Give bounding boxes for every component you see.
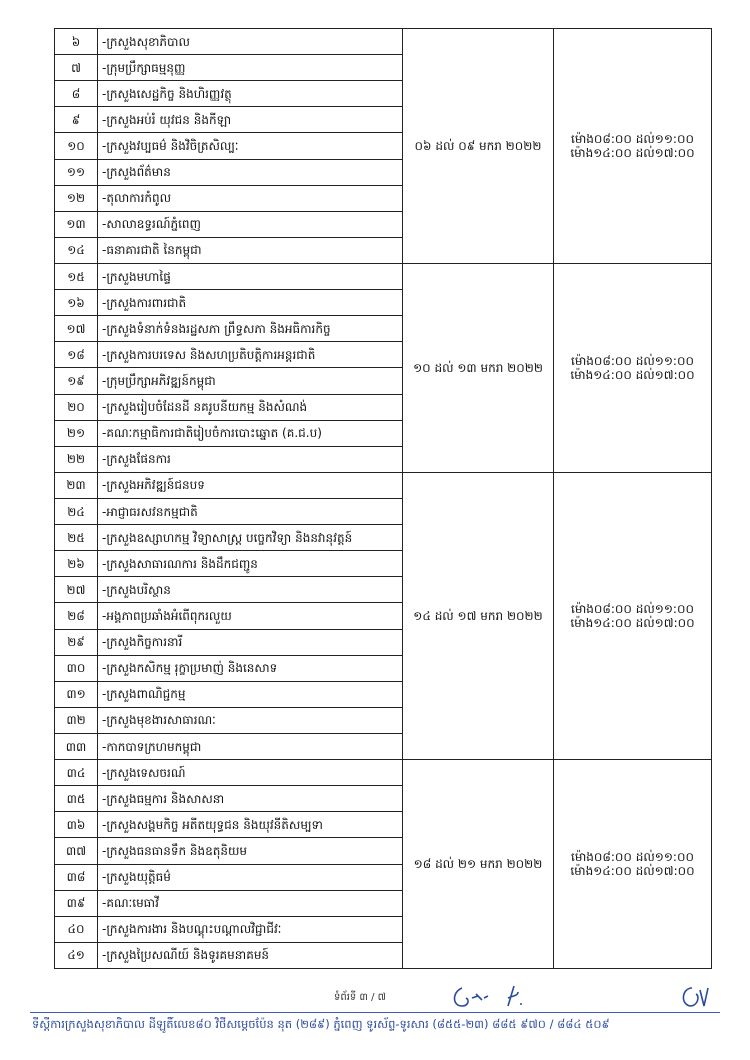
row-number: ២៤ bbox=[55, 498, 98, 524]
row-number: ៣៥ bbox=[55, 786, 98, 812]
time-slots bbox=[554, 472, 712, 759]
institution-name: -ក្រសួងព័ត៌មាន bbox=[98, 159, 403, 185]
table-row bbox=[55, 263, 712, 289]
row-number: ៧ bbox=[55, 55, 98, 81]
institution-name: -ក្រសួងសេដ្ឋកិច្ច និងហិរញ្ញវត្ថុ bbox=[98, 81, 403, 107]
row-number: ២៦ bbox=[55, 551, 98, 577]
institution-name: -គណៈកម្មាធិការជាតិរៀបចំការបោះឆ្នោត (គ.ជ.ប) bbox=[98, 420, 403, 446]
date-range: ០៦ ដល់ ០៩ មករា ២០២២ bbox=[403, 29, 554, 264]
morning-time: ម៉ោង០៨:០០ ដល់១១:០០ bbox=[571, 353, 694, 368]
row-number: ៤១ bbox=[55, 942, 98, 968]
row-number: ៣៨ bbox=[55, 864, 98, 890]
row-number: ២៧ bbox=[55, 577, 98, 603]
institution-name: -ក្រសួងធនធានទឹក និងឧតុនិយម bbox=[98, 838, 403, 864]
row-number: ១២ bbox=[55, 185, 98, 211]
row-number: ២០ bbox=[55, 394, 98, 420]
row-number: ៣៧ bbox=[55, 838, 98, 864]
row-number: ៣១ bbox=[55, 681, 98, 707]
footer-address: ទីស្តីការក្រសួងសុខាភិបាល ដីឡូតិ៍លេខ៨០ វិថីសម្តេចប៉ែន នុត (២៨៩) ភ្នំពេញ ទូរស័ព្ទ-ទូរសារ (៨៥៥-២៣) ៨៨៥ ៩៧០ / ៨៨៤ ៥០៩ bbox=[32, 1017, 610, 1031]
row-number: ៤០ bbox=[55, 916, 98, 942]
schedule-table bbox=[54, 28, 712, 969]
row-number: ៣០ bbox=[55, 655, 98, 681]
institution-name: -ក្រសួងឧស្សាហកម្ម វិទ្យាសាស្ត្រ បច្ចេកវិទ្យា និងនវានុវត្តន៍ bbox=[98, 525, 403, 551]
schedule-body bbox=[55, 29, 712, 969]
row-number: ១៣ bbox=[55, 211, 98, 237]
institution-name: -ក្រសួងអប់រំ យុវជន និងកីឡា bbox=[98, 107, 403, 133]
institution-name: -ក្រសួងពាណិជ្ជកម្ម bbox=[98, 681, 403, 707]
date-range: ១៨ ដល់ ២១ មករា ២០២២ bbox=[403, 760, 554, 969]
institution-name: -ក្រសួងមុខងារសាធារណៈ bbox=[98, 707, 403, 733]
institution-name: -តុលាការកំពូល bbox=[98, 185, 403, 211]
institution-name: -ក្រសួងរៀបចំដែនដី នគរូបនីយកម្ម និងសំណង់ bbox=[98, 394, 403, 420]
institution-name: -ក្រសួងសង្គមកិច្ច អតីតយុទ្ធជន និងយុវនីតិសម្បទា bbox=[98, 812, 403, 838]
row-number: ១៤ bbox=[55, 237, 98, 263]
row-number: ១១ bbox=[55, 159, 98, 185]
table-row bbox=[55, 472, 712, 498]
row-number: ១៦ bbox=[55, 290, 98, 316]
signature-mark-icon bbox=[676, 984, 710, 1010]
time-slots bbox=[554, 760, 712, 969]
institution-name: -អាជ្ញាធរសវនកម្មជាតិ bbox=[98, 498, 403, 524]
row-number: ២១ bbox=[55, 420, 98, 446]
institution-name: -ក្រសួងវប្បធម៌ និងវិចិត្រសិល្បៈ bbox=[98, 133, 403, 159]
date-range: ១៤ ដល់ ១៧ មករា ២០២២ bbox=[403, 472, 554, 759]
page-number: ទំព័រទី ៣ / ៧ bbox=[334, 992, 386, 1003]
institution-name: -កាកបាទក្រហមកម្ពុជា bbox=[98, 733, 403, 759]
row-number: ២៥ bbox=[55, 525, 98, 551]
institution-name: -ក្រសួងទំនាក់ទំនងរដ្ឋសភា ព្រឹទ្ធសភា និងអធិការកិច្ច bbox=[98, 316, 403, 342]
initials-signature-icon bbox=[448, 984, 538, 1010]
institution-name: -ក្រសួងសុខាភិបាល bbox=[98, 29, 403, 55]
afternoon-time: ម៉ោង១៤:០០ ដល់១៧:០០ bbox=[570, 145, 695, 160]
row-number: ១៥ bbox=[55, 263, 98, 289]
row-number: ២៩ bbox=[55, 629, 98, 655]
institution-name: -ក្រសួងការបរទេស និងសហប្រតិបត្តិការអន្តរជាតិ bbox=[98, 342, 403, 368]
institution-name: -ក្រសួងបរិស្ថាន bbox=[98, 577, 403, 603]
row-number: ១៨ bbox=[55, 342, 98, 368]
institution-name: -ធនាគារជាតិ នៃកម្ពុជា bbox=[98, 237, 403, 263]
institution-name: -អង្គភាពប្រឆាំងអំពើពុករលួយ bbox=[98, 603, 403, 629]
afternoon-time: ម៉ោង១៤:០០ ដល់១៧:០០ bbox=[570, 367, 695, 382]
morning-time: ម៉ោង០៨:០០ ដល់១១:០០ bbox=[571, 131, 694, 146]
row-number: ១៩ bbox=[55, 368, 98, 394]
row-number: ៦ bbox=[55, 29, 98, 55]
institution-name: -គណៈមេធាវី bbox=[98, 890, 403, 916]
institution-name: -ក្រុមប្រឹក្សាធម្មនុញ្ញ bbox=[98, 55, 403, 81]
institution-name: -ក្រសួងអភិវឌ្ឍន៍ជនបទ bbox=[98, 472, 403, 498]
institution-name: -ក្រសួងសាធារណការ និងដឹកជញ្ជូន bbox=[98, 551, 403, 577]
row-number: ២៨ bbox=[55, 603, 98, 629]
table-row bbox=[55, 760, 712, 786]
row-number: ១៧ bbox=[55, 316, 98, 342]
row-number: ៣២ bbox=[55, 707, 98, 733]
institution-name: -ក្រសួងការងារ និងបណ្តុះបណ្តាលវិជ្ជាជីវៈ bbox=[98, 916, 403, 942]
afternoon-time: ម៉ោង១៤:០០ ដល់១៧:០០ bbox=[570, 615, 695, 630]
institution-name: -ក្រសួងមហាផ្ទៃ bbox=[98, 263, 403, 289]
afternoon-time: ម៉ោង១៤:០០ ដល់១៧:០០ bbox=[570, 864, 695, 878]
date-range: ១០ ដល់ ១៣ មករា ២០២២ bbox=[403, 263, 554, 472]
row-number: ៩ bbox=[55, 107, 98, 133]
institution-name: -ក្រសួងកសិកម្ម រុក្ខាប្រមាញ់ និងនេសាទ bbox=[98, 655, 403, 681]
institution-name: -ក្រសួងយុត្តិធម៌ bbox=[98, 864, 403, 890]
morning-time: ម៉ោង០៨:០០ ដល់១១:០០ bbox=[571, 601, 694, 616]
institution-name: -ក្រសួងផែនការ bbox=[98, 446, 403, 472]
institution-name: -ក្រសួងទេសចរណ៍ bbox=[98, 760, 403, 786]
footer-divider bbox=[30, 1012, 720, 1013]
morning-time: ម៉ោង០៨:០០ ដល់១១:០០ bbox=[571, 850, 694, 864]
time-slots bbox=[554, 29, 712, 264]
row-number: ៣៤ bbox=[55, 760, 98, 786]
row-number: ៣៩ bbox=[55, 890, 98, 916]
institution-name: -ក្រសួងការពារជាតិ bbox=[98, 290, 403, 316]
table-row bbox=[55, 29, 712, 55]
institution-name: -ក្រុមប្រឹក្សាអភិវឌ្ឍន៍កម្ពុជា bbox=[98, 368, 403, 394]
row-number: ៨ bbox=[55, 81, 98, 107]
institution-name: -ក្រសួងកិច្ចការនារី bbox=[98, 629, 403, 655]
row-number: ២២ bbox=[55, 446, 98, 472]
row-number: ២៣ bbox=[55, 472, 98, 498]
row-number: ៣៦ bbox=[55, 812, 98, 838]
row-number: ១០ bbox=[55, 133, 98, 159]
row-number: ៣៣ bbox=[55, 733, 98, 759]
institution-name: -ក្រសួងប្រៃសណីយ៍ និងទូរគមនាគមន៍ bbox=[98, 942, 403, 968]
time-slots bbox=[554, 263, 712, 472]
institution-name: -សាលាឧទ្ធរណ៍ភ្នំពេញ bbox=[98, 211, 403, 237]
institution-name: -ក្រសួងធម្មការ និងសាសនា bbox=[98, 786, 403, 812]
